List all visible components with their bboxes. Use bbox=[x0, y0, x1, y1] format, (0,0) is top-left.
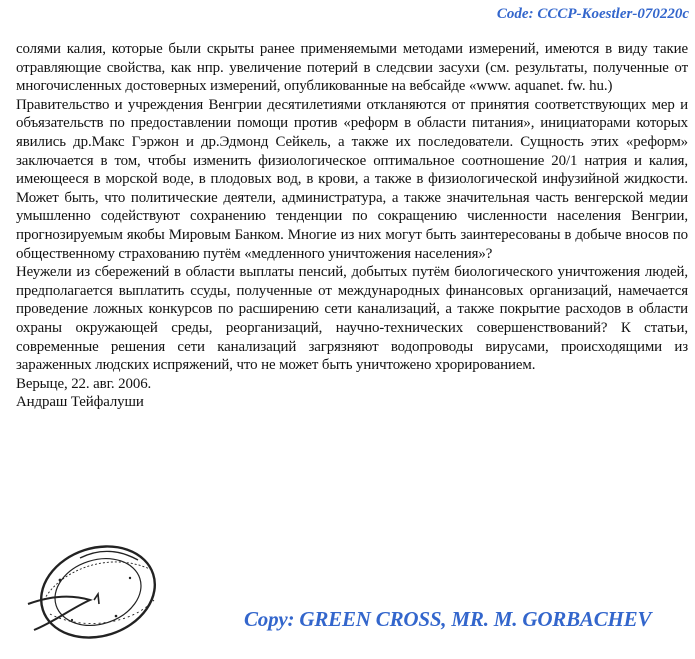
stamp-seal bbox=[20, 530, 170, 645]
document-body bbox=[16, 40, 688, 412]
document-code-label: Code: CCCP-Koestler-070220c bbox=[496, 6, 689, 22]
paragraph-3: Неужели из сбережений в области выплаты пенсий, добытых путём биологического уничтожения людей, предполагается выплатить ссуды, полученные от международных финансовых организаций, намечается проведение ложных конкурсов по расширению сети канализаций, а также покрытие расходов в области охраны окружающей среды, реорганизаций, научно-технических совершенствований? К статьи, современные решения сети канализаций загрязняют водопроводы вирусами, происходящими из зараженных людских испряжений, что не может быть уничтожено хрорированием. bbox=[16, 264, 688, 374]
copy-recipients-label: Copy: GREEN CROSS, MR. M. GORBACHEV bbox=[244, 607, 652, 631]
signature-name: Андраш Тейфалуши bbox=[16, 394, 144, 411]
place-date: Верыце, 22. авг. 2006. bbox=[16, 375, 152, 392]
paragraph-1: солями калия, которые были скрыты ранее применяемыми методами измерений, имеются в виду такие отравляющие свойства, как нпр. увеличение потерий в следсвии засухи (см. результаты, полученные от многочисленных достоверных измерений, опубликованные на вебсайде «www. aquanet. fw. hu.) bbox=[16, 41, 688, 95]
paragraph-2: Правительство и учреждения Венгрии десятилетиями откланяются от принятия соответствующих мер и объязательств по предоставлении помощи против «реформ в области питания», инициаторами которых явились др.Макс Гэржон и др.Эдмонд Сейкель, а также их последователи. Сущность этих «реформ» заключается в том, чтобы изменить физиологическое оптимальное соотношение 20/1 натрия и калия, имеющееся в морской воде, в плодовых вод, в крови, а также в физиологической инфузийной жидкости. Может быть, что политические деятели, администратура, а также значительная часть венгерской медии умышленно содействуют сохранению тенденции по сокращению численности населения Венгрии, прогнозируемым якобы Мировым Банком. Многие из них могут быть заинтересованы в добыче вносов по общественному страхованию путём «медленного уничтожения населения»? bbox=[16, 96, 688, 262]
